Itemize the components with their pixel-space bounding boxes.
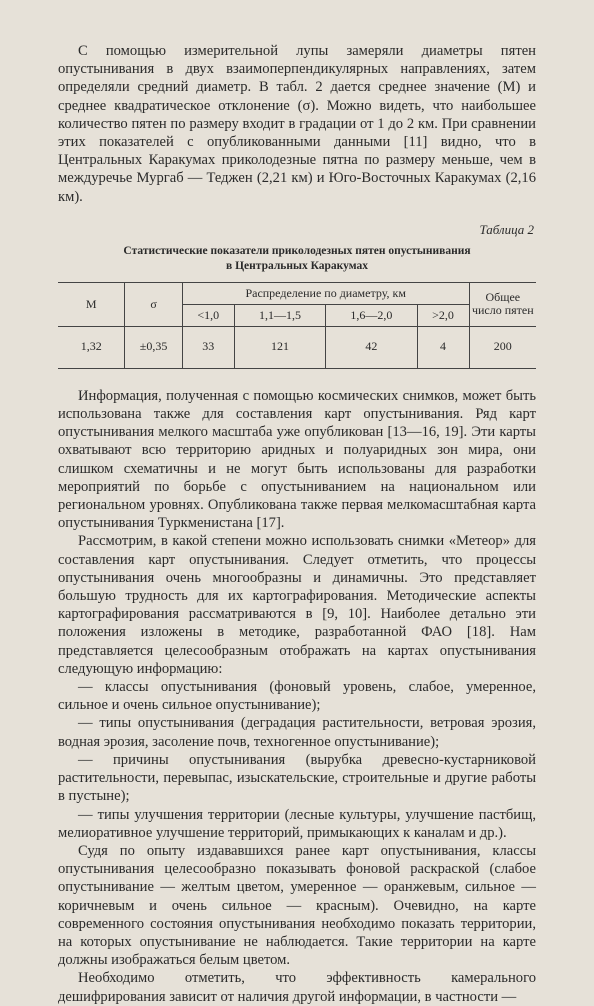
cell-total: 200 [493, 338, 512, 353]
cell-sigma: ±0,35 [125, 326, 182, 368]
table-number: Таблица 2 [479, 221, 534, 237]
paragraph-information: Информация, полученная с помощью космических снимков, может быть использована также для составления карт опустынивания. Ряд карт опустынивания мелкого масштаба уже опубликован [13—16, 19]. Эти карты охватывают всю территорию аридных и полуаридных зон мира, они слишком схематичны и не могут быть использованы для разработки мероприятий по борьбе с опустыниванием на национальном или региональном уровнях. Опубликована также первая мелкомасштабная карта опустынивания Туркменистана [17]. [58, 387, 536, 532]
header-distribution: Распределение по диаметру, км [182, 282, 469, 304]
paragraph-colors: Судя по опыту издававшихся ранее карт опустынивания, классы опустынивания целесообразно показывать фоновой раскраской (слабое опустынивание — желтым цветом, умеренное — оранжевым, сильное — коричневым и очень сильное — красным). Очевидно, на карте современного состояния опустынивания необходимо показать территории, на которых опустынивание не наблюдается. Такие территории на карте должны изображаться белым цветом. [58, 842, 536, 969]
table-caption-line-1: Статистические показатели приколодезных пятен опустынивания [123, 244, 471, 257]
header-range-2: 1,1—1,5 [234, 304, 325, 326]
table-row [58, 326, 536, 368]
header-range-3: 1,6—2,0 [326, 304, 417, 326]
header-range-1: <1,0 [182, 304, 234, 326]
paragraph-interpretation: Необходимо отметить, что эффективность камерального дешифрирования зависит от наличия другой информации, в частности — [58, 970, 536, 1005]
cell-range-4: 4 [417, 326, 469, 368]
list-item-causes: — причины опустынивания (вырубка древесно-кустарниковой растительности, перевыпас, изыскательские, строительные и другие работы в пустыне); [58, 751, 536, 805]
header-m: М [58, 282, 125, 326]
table-caption-line-2: в Центральных Каракумах [226, 259, 368, 272]
paragraph-measurement: С помощью измерительной лупы замеряли диаметры пятен опустынивания в двух взаимоперпендикулярных направлениях, затем определяли средний диаметр. В табл. 2 дается среднее значение (М) и среднее квадратическое отклонение (σ). Можно видеть, что наибольшее количество пятен по размеру входит в градации от 1 до 2 км. При сравнении этих показателей с опубликованными данными [11] видно, что в Центральных Каракумах приколодезные пятна по размеру меньше, чем в междуречье Мургаб — Теджен (2,21 км) и Юго-Восточных Каракумах (2,16 км). [58, 43, 536, 205]
header-sigma: σ [125, 282, 182, 326]
header-total: Общее число пятен [469, 282, 536, 326]
cell-m: 1,32 [58, 326, 125, 368]
cell-range-1: 33 [182, 326, 234, 368]
statistics-table [58, 282, 536, 369]
cell-range-2: 121 [234, 326, 325, 368]
paragraph-meteor: Рассмотрим, в какой степени можно использовать снимки «Метеор» для составления карт опустынивания. Следует отметить, что процессы опустынивания очень многообразны и динамичны. Это представляет большую трудность для их картографирования. Методические аспекты картографирования рассматриваются в [9, 10]. Наиболее детально эти положения изложены в методике, разработанной ФАО [18]. Нам представляется целесообразным отображать на картах опустынивания следующую информацию: [58, 533, 536, 677]
header-range-4: >2,0 [417, 304, 469, 326]
list-item-classes: — классы опустынивания (фоновый уровень, слабое, умеренное, сильное и очень сильное опустынивание); [58, 679, 536, 714]
table-caption [58, 244, 536, 274]
list-item-types: — типы опустынивания (деградация растительности, ветровая эрозия, водная эрозия, засоление почв, техногенное опустынивание); [58, 715, 536, 750]
cell-range-3: 42 [326, 326, 417, 368]
list-item-improvement: — типы улучшения территории (лесные культуры, улучшение пастбищ, мелиоративное улучшение территорий, примыкающих к каналам и др.). [58, 806, 536, 841]
